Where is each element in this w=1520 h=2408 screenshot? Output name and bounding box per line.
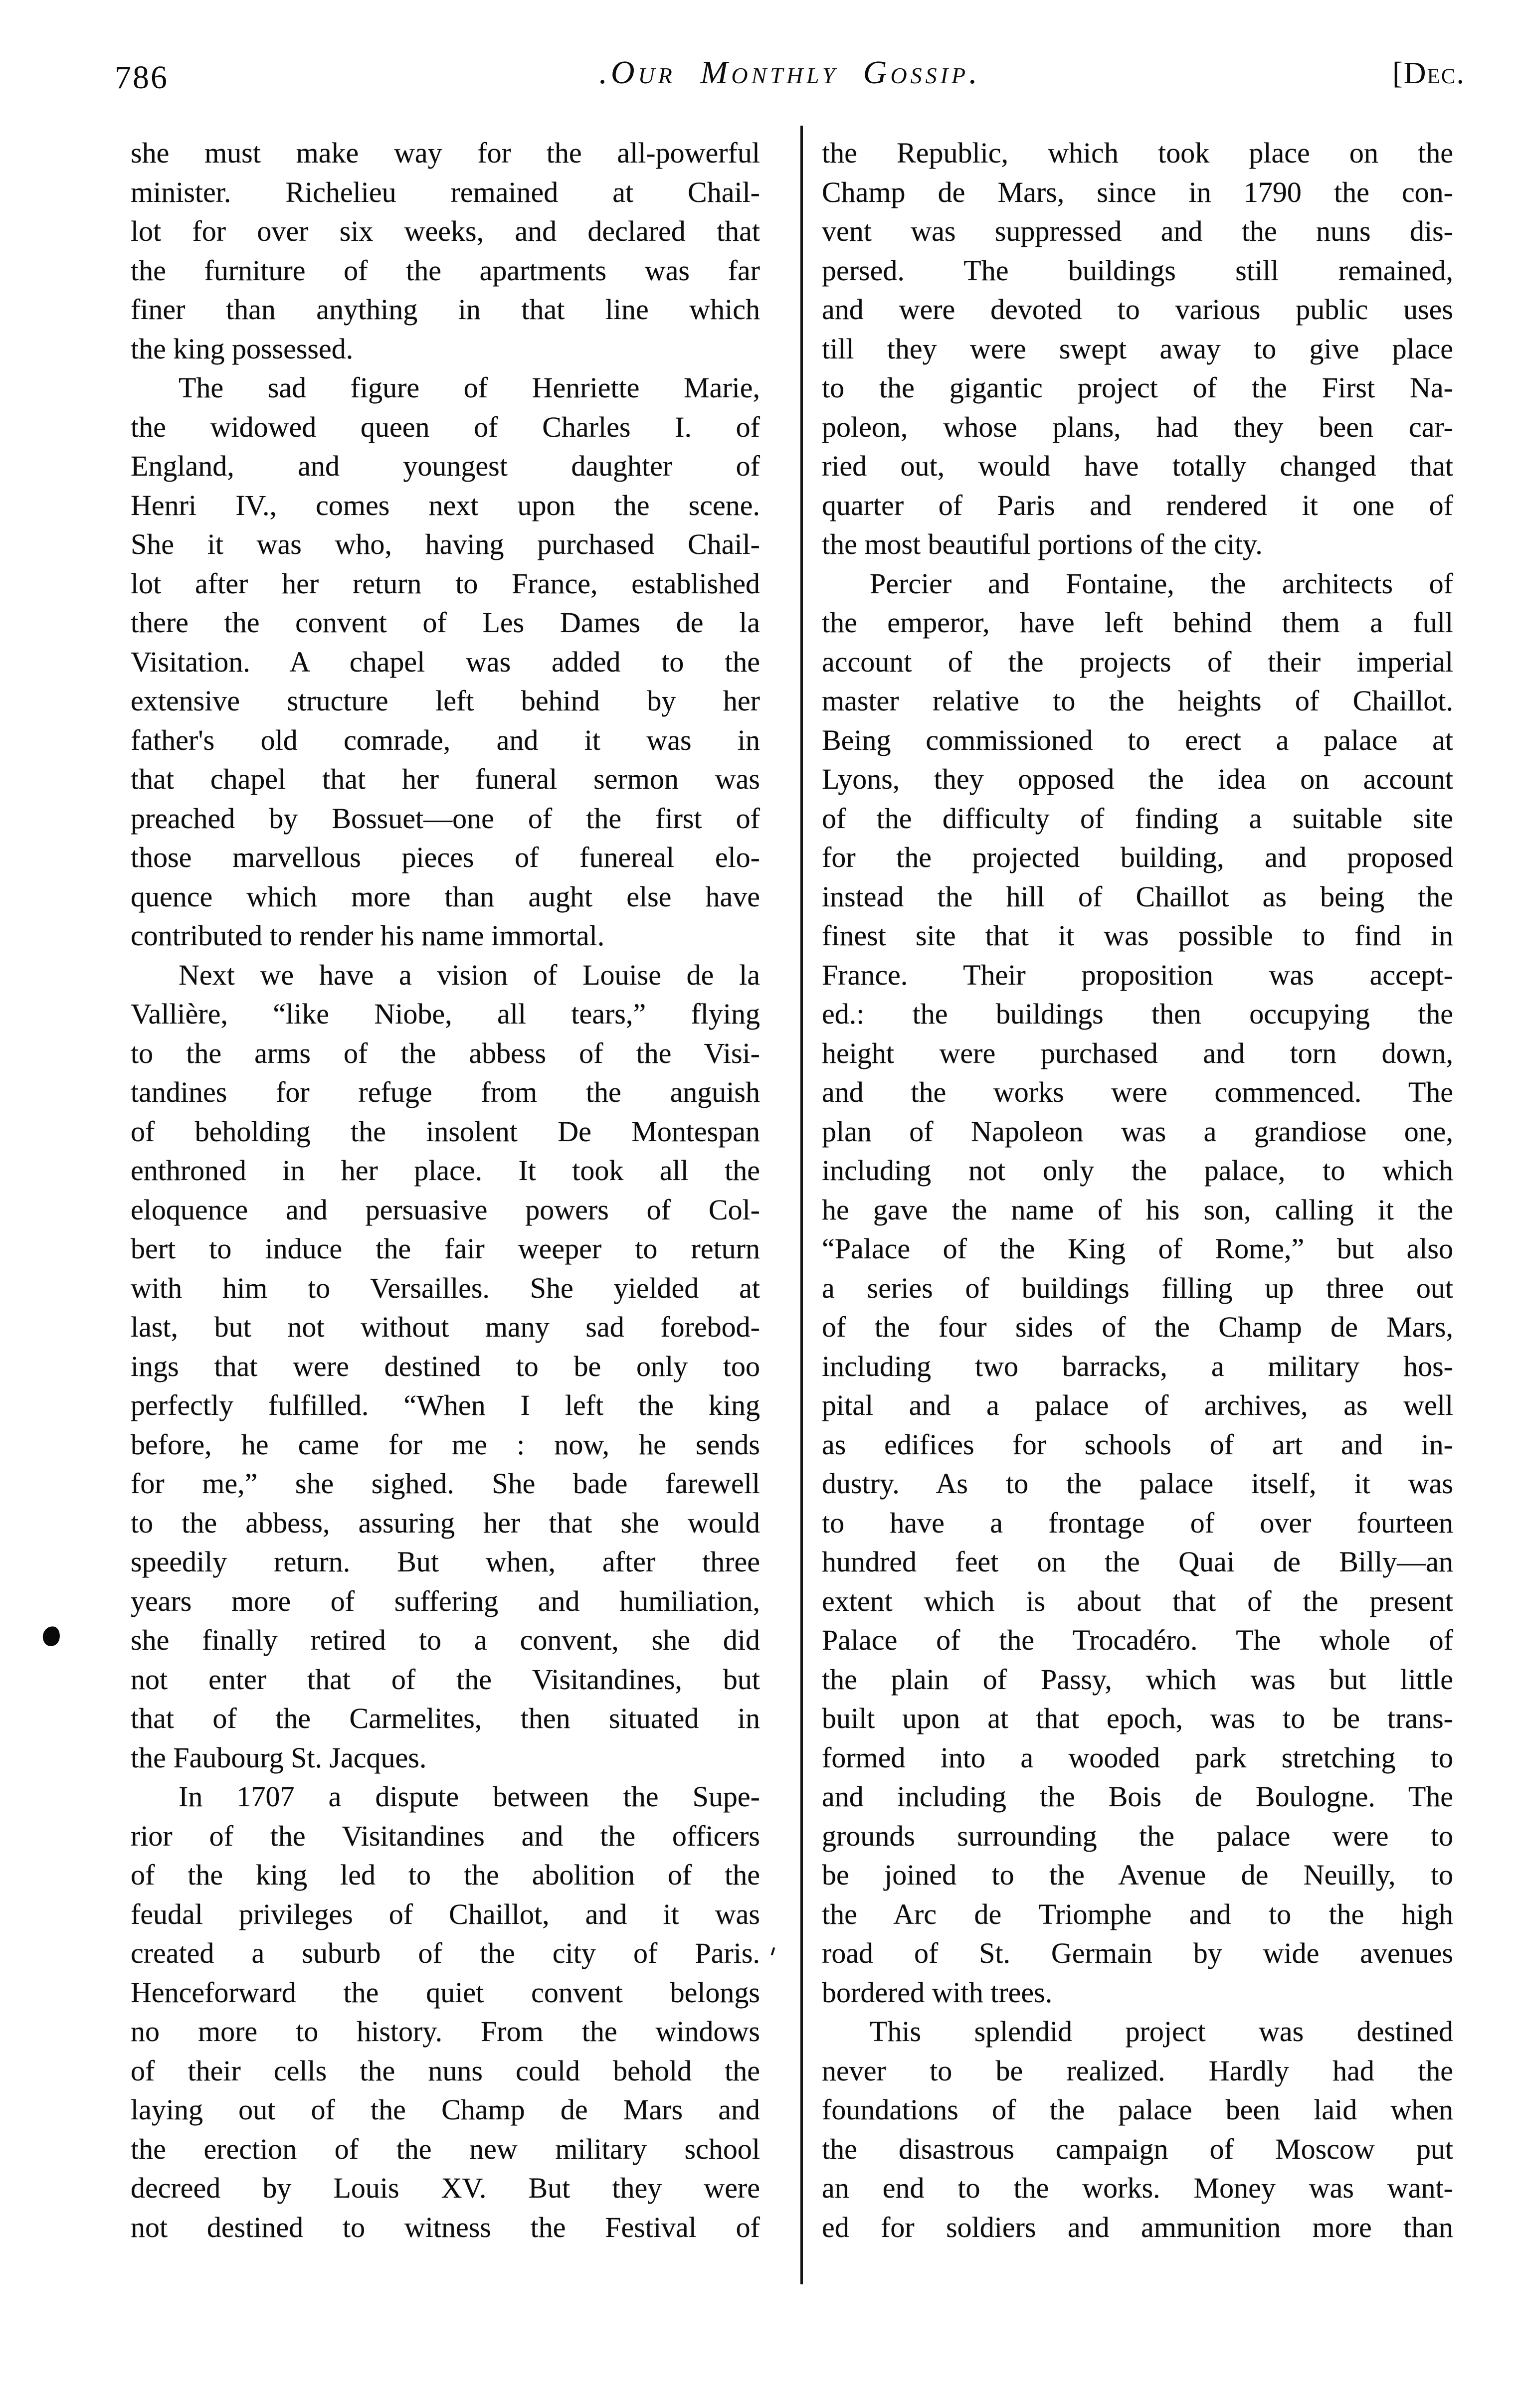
text-line: speedily return. But when, after three	[131, 1546, 760, 1578]
text-line: and were devoted to various public uses	[822, 293, 1453, 326]
text-line: ed for soldiers and ammunition more than	[822, 2211, 1453, 2243]
text-line: instead the hill of Chaillot as being the	[822, 880, 1453, 913]
text-line: the most beautiful portions of the city.	[822, 528, 1263, 560]
text-line: This splendid project was destined	[870, 2015, 1453, 2048]
text-line: of beholding the insolent De Montespan	[131, 1115, 760, 1148]
journal-title: .Our Monthly Gossip.	[599, 54, 981, 91]
text-line: Percier and Fontaine, the architects of	[870, 567, 1453, 600]
text-line: formed into a wooded park stretching to	[822, 1741, 1453, 1774]
column-right	[822, 134, 1453, 2247]
text-line: England, and youngest daughter of	[131, 450, 760, 482]
text-line: the furniture of the apartments was far	[131, 254, 760, 287]
text-line: Vallière, “like Niobe, all tears,” flying	[131, 998, 760, 1030]
text-line: Lyons, they opposed the idea on account	[822, 763, 1453, 795]
ink-blot-mark	[41, 1625, 62, 1648]
text-line: France. Their proposition was accept-	[822, 958, 1453, 991]
text-line: Henri IV., comes next upon the scene.	[131, 489, 760, 521]
text-line: persed. The buildings still remained,	[822, 254, 1453, 287]
text-line: the plain of Passy, which was but little	[822, 1663, 1453, 1696]
text-line: to have a frontage of over fourteen	[822, 1506, 1453, 1539]
page-number: 786	[115, 59, 169, 96]
text-line: vent was suppressed and the nuns dis-	[822, 215, 1453, 247]
text-line: years more of suffering and humiliation,	[131, 1584, 760, 1617]
text-line: account of the projects of their imperial	[822, 645, 1453, 678]
text-line: perfectly fulfilled. “When I left the king	[131, 1389, 760, 1421]
text-line: “Palace of the King of Rome,” but also	[822, 1232, 1453, 1265]
text-line: and including the Bois de Boulogne. The	[822, 1780, 1453, 1813]
text-line: of their cells the nuns could behold the	[131, 2054, 760, 2087]
text-line: The sad figure of Henriette Marie,	[179, 371, 760, 404]
column-divider-rule	[800, 126, 803, 2284]
text-line: road of St. Germain by wide avenues	[822, 1937, 1453, 1969]
text-line: Next we have a vision of Louise de la	[179, 958, 760, 991]
text-line: feudal privileges of Chaillot, and it was	[131, 1897, 760, 1930]
text-line: laying out of the Champ de Mars and	[131, 2093, 760, 2126]
text-line: created a suburb of the city of Paris.	[131, 1937, 760, 1969]
text-line: master relative to the heights of Chaillot.	[822, 685, 1453, 717]
text-line: bert to induce the fair weeper to return	[131, 1232, 760, 1265]
text-line: plan of Napoleon was a grandiose one,	[822, 1115, 1453, 1148]
text-line: he gave the name of his son, calling it the	[822, 1193, 1453, 1226]
text-line: the Arc de Triomphe and to the high	[822, 1897, 1453, 1930]
text-line: never to be realized. Hardly had the	[822, 2054, 1453, 2087]
text-line: rior of the Visitandines and the officers	[131, 1819, 760, 1852]
text-line: ings that were destined to be only too	[131, 1350, 760, 1382]
text-line: extent which is about that of the present	[822, 1584, 1453, 1617]
text-line: not destined to witness the Festival of	[131, 2211, 760, 2243]
text-line: an end to the works. Money was want-	[822, 2172, 1453, 2204]
text-line: the Republic, which took place on the	[822, 137, 1453, 169]
text-line: to the gigantic project of the First Na-	[822, 371, 1453, 404]
text-line: as edifices for schools of art and in-	[822, 1428, 1453, 1461]
text-line: bordered with trees.	[822, 1976, 1053, 2009]
issue-month: [Dec.	[1392, 56, 1465, 90]
text-line: for the projected building, and proposed	[822, 841, 1453, 873]
text-line: the Faubourg St. Jacques.	[131, 1741, 427, 1774]
text-line: the erection of the new military school	[131, 2132, 760, 2165]
text-line: those marvellous pieces of funereal elo-	[131, 841, 760, 873]
text-line: not enter that of the Visitandines, but	[131, 1663, 760, 1696]
text-line: Visitation. A chapel was added to the	[131, 645, 760, 678]
text-line: Henceforward the quiet convent belongs	[131, 1976, 760, 2009]
text-line: Being commissioned to erect a palace at	[822, 723, 1453, 756]
text-line: dustry. As to the palace itself, it was	[822, 1467, 1453, 1500]
text-line: the disastrous campaign of Moscow put	[822, 2132, 1453, 2165]
text-line: contributed to render his name immortal.	[131, 919, 605, 952]
text-line: there the convent of Les Dames de la	[131, 606, 760, 639]
text-line: till they were swept away to give place	[822, 332, 1453, 365]
text-line: no more to history. From the windows	[131, 2015, 760, 2048]
text-line: hundred feet on the Quai de Billy—an	[822, 1546, 1453, 1578]
text-line: minister. Richelieu remained at Chail-	[131, 175, 760, 208]
text-line: height were purchased and torn down,	[822, 1036, 1453, 1069]
text-line: last, but not without many sad forebod-	[131, 1311, 760, 1343]
text-line: that chapel that her funeral sermon was	[131, 763, 760, 795]
text-line: she must make way for the all-powerful	[131, 137, 760, 169]
text-line: the king possessed.	[131, 332, 354, 365]
text-line: and the works were commenced. The	[822, 1076, 1453, 1108]
text-line: Palace of the Trocadéro. The whole of	[822, 1624, 1453, 1656]
text-line: a series of buildings filling up three out	[822, 1271, 1453, 1304]
text-line: she finally retired to a convent, she did	[131, 1624, 760, 1656]
text-line: with him to Versailles. She yielded at	[131, 1271, 760, 1304]
text-line: In 1707 a dispute between the Supe-	[179, 1780, 760, 1813]
text-line: the widowed queen of Charles I. of	[131, 410, 760, 443]
text-line: She it was who, having purchased Chail-	[131, 528, 760, 560]
text-line: including not only the palace, to which	[822, 1154, 1453, 1187]
text-line: built upon at that epoch, was to be trans-	[822, 1702, 1453, 1734]
text-line: before, he came for me : now, he sends	[131, 1428, 760, 1461]
text-line: enthroned in her place. It took all the	[131, 1154, 760, 1187]
text-line: for me,” she sighed. She bade farewell	[131, 1467, 760, 1500]
text-line: to the abbess, assuring her that she would	[131, 1506, 760, 1539]
text-line: foundations of the palace been laid when	[822, 2093, 1453, 2126]
text-line: decreed by Louis XV. But they were	[131, 2172, 760, 2204]
text-line: grounds surrounding the palace were to	[822, 1819, 1453, 1852]
text-line: including two barracks, a military hos-	[822, 1350, 1453, 1382]
text-line: of the king led to the abolition of the	[131, 1859, 760, 1891]
text-line: lot after her return to France, established	[131, 567, 760, 600]
text-line: tandines for refuge from the anguish	[131, 1076, 760, 1108]
text-line: be joined to the Avenue de Neuilly, to	[822, 1859, 1453, 1891]
text-line: father's old comrade, and it was in	[131, 723, 760, 756]
text-line: finer than anything in that line which	[131, 293, 760, 326]
column-left	[131, 134, 760, 2247]
text-line: pital and a palace of archives, as well	[822, 1389, 1453, 1421]
text-line: preached by Bossuet—one of the first of	[131, 802, 760, 835]
text-line: finest site that it was possible to find in	[822, 919, 1453, 952]
text-line: of the difficulty of finding a suitable site	[822, 802, 1453, 835]
text-line: ed.: the buildings then occupying the	[822, 998, 1453, 1030]
text-line: to the arms of the abbess of the Visi-	[131, 1036, 760, 1069]
text-line: extensive structure left behind by her	[131, 685, 760, 717]
text-line: lot for over six weeks, and declared that	[131, 215, 760, 247]
text-line: the emperor, have left behind them a full	[822, 606, 1453, 639]
text-line: quarter of Paris and rendered it one of	[822, 489, 1453, 521]
text-line: Champ de Mars, since in 1790 the con-	[822, 175, 1453, 208]
text-line: of the four sides of the Champ de Mars,	[822, 1311, 1453, 1343]
running-head	[115, 54, 1465, 109]
text-line: that of the Carmelites, then situated in	[131, 1702, 760, 1734]
stray-tick-mark	[771, 1947, 775, 1955]
text-line: quence which more than aught else have	[131, 880, 760, 913]
text-line: ried out, would have totally changed that	[822, 450, 1453, 482]
text-line: poleon, whose plans, had they been car-	[822, 410, 1453, 443]
text-line: eloquence and persuasive powers of Col-	[131, 1193, 760, 1226]
